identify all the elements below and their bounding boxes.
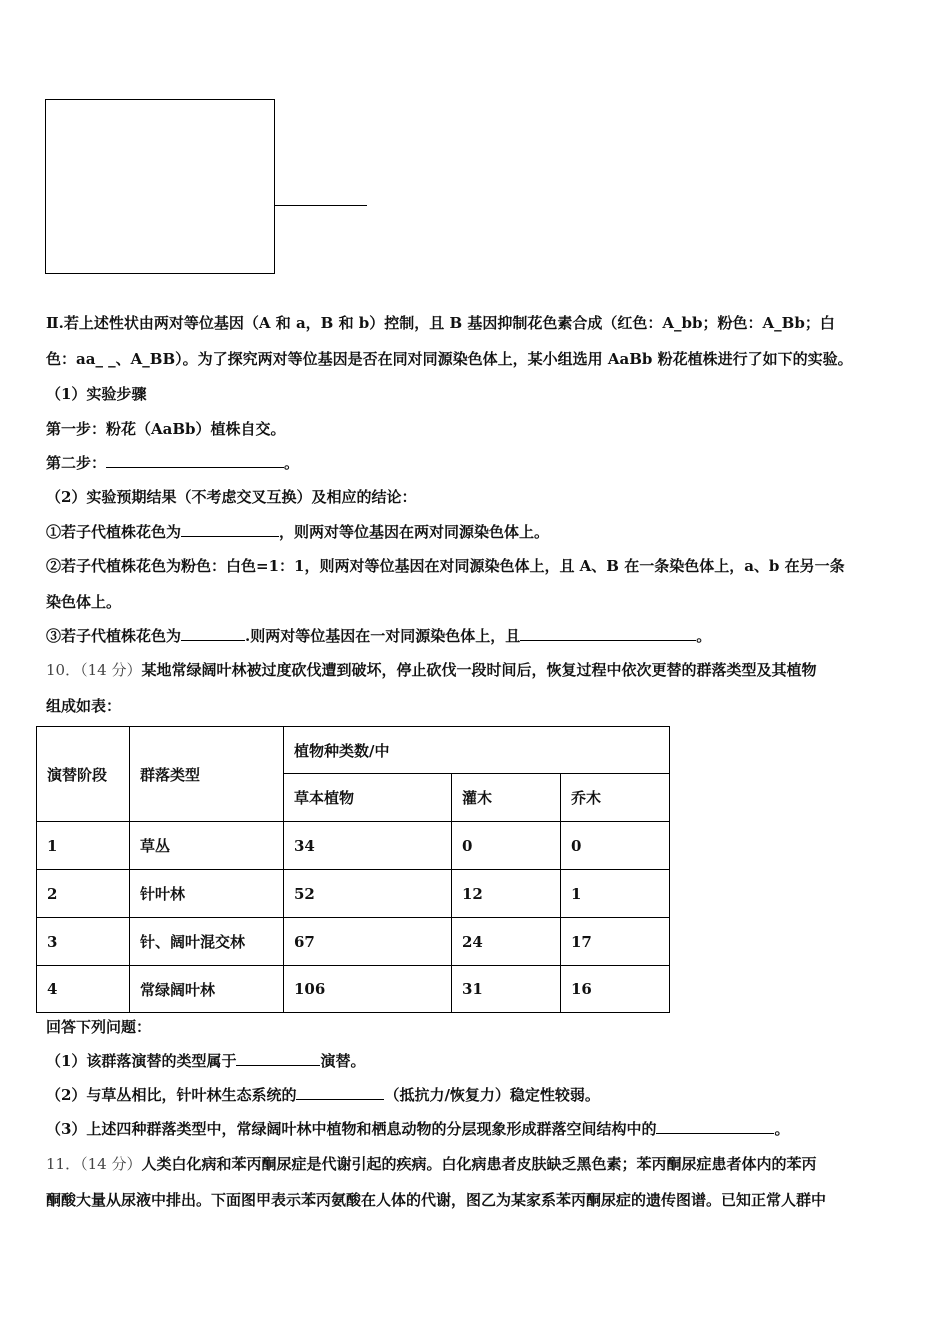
q10-text1: 某地常绿阔叶林被过度砍伐遭到破坏，停止砍伐一段时间后，恢复过程中依次更替的群落类型及其植物: [141, 661, 817, 679]
header-type: 群落类型: [130, 727, 284, 822]
result1-prefix: ①若子代植株花色为: [46, 523, 182, 541]
cell-shrub: 24: [452, 918, 561, 966]
cell-herb: 106: [284, 966, 452, 1013]
header-tree: 乔木: [561, 774, 670, 822]
cell-type: 常绿阔叶林: [130, 966, 284, 1013]
q10-sub3: [46, 1118, 789, 1139]
q10-sub2-suffix: （抵抗力/恢复力）稳定性较弱。: [384, 1086, 600, 1104]
result3-middle: .则两对等位基因在一对同源染色体上，且: [245, 627, 521, 645]
q10-sub3-suffix: 。: [774, 1120, 790, 1138]
result3: [46, 625, 711, 646]
q10-sub1-blank[interactable]: [236, 1050, 320, 1066]
cell-herb: 67: [284, 918, 452, 966]
cell-shrub: 31: [452, 966, 561, 1013]
q10-sub1: [46, 1050, 365, 1071]
result-heading: （2）实验预期结果（不考虑交叉互换）及相应的结论：: [46, 488, 417, 506]
q10-sub1-prefix: （1）该群落演替的类型属于: [46, 1052, 237, 1070]
q10-sub2-prefix: （2）与草丛相比，针叶林生态系统的: [46, 1086, 297, 1104]
cell-type: 针叶林: [130, 870, 284, 918]
result2-line2: 染色体上。: [46, 593, 122, 611]
table-row: [37, 822, 670, 870]
answer-box: [45, 99, 275, 274]
cell-tree: 16: [561, 966, 670, 1013]
step2-suffix: 。: [284, 454, 300, 472]
header-species-group: 植物种类数/中: [284, 727, 670, 774]
answer-underline: [274, 205, 367, 206]
step2-blank[interactable]: [106, 452, 284, 468]
step-heading: （1）实验步骤: [46, 385, 147, 403]
cell-stage: 2: [37, 870, 130, 918]
table-row: [37, 870, 670, 918]
q10-line1: [46, 659, 816, 680]
result3-suffix: 。: [696, 627, 712, 645]
header-herb: 草本植物: [284, 774, 452, 822]
cell-stage: 3: [37, 918, 130, 966]
q10-sub3-prefix: （3）上述四种群落类型中，常绿阔叶林中植物和栖息动物的分层现象形成群落空间结构中的: [46, 1120, 657, 1138]
result1-suffix: ，则两对等位基因在两对同源染色体上。: [279, 523, 550, 541]
header-shrub: 灌木: [452, 774, 561, 822]
result3-blank1[interactable]: [181, 625, 245, 641]
q10-number: 10．（14 分）: [46, 661, 142, 679]
cell-type: 针、阔叶混交林: [130, 918, 284, 966]
cell-tree: 0: [561, 822, 670, 870]
cell-type: 草丛: [130, 822, 284, 870]
cell-tree: 1: [561, 870, 670, 918]
q11-text1: 人类白化病和苯丙酮尿症是代谢引起的疾病。白化病患者皮肤缺乏黑色素；苯丙酮尿症患者体内的苯丙: [141, 1155, 817, 1173]
part2-line2: 色：aa_ _、A_BB）。为了探究两对等位基因是否在同对同源染色体上，某小组选用 AaBb 粉花植株进行了如下的实验。: [46, 350, 853, 368]
part2-line1: Ⅱ.若上述性状由两对等位基因（A 和 a，B 和 b）控制，且 B 基因抑制花色素合成（红色：A_bb；粉色：A_Bb；白: [46, 314, 835, 332]
cell-herb: 52: [284, 870, 452, 918]
answer-prompt: 回答下列问题：: [46, 1018, 152, 1036]
cell-tree: 17: [561, 918, 670, 966]
result1: [46, 521, 549, 542]
step1: 第一步：粉花（AaBb）植株自交。: [46, 420, 286, 438]
q10-line2: 组成如表：: [46, 697, 122, 715]
q11-line1: [46, 1153, 816, 1174]
step2-prefix: 第二步：: [46, 454, 107, 472]
table-row: [37, 918, 670, 966]
cell-stage: 1: [37, 822, 130, 870]
q10-sub2: [46, 1084, 600, 1105]
header-stage: 演替阶段: [37, 727, 130, 822]
cell-herb: 34: [284, 822, 452, 870]
q11-number: 11．（14 分）: [46, 1155, 142, 1173]
step2: [46, 452, 299, 473]
table-row: [37, 966, 670, 1013]
cell-stage: 4: [37, 966, 130, 1013]
cell-shrub: 0: [452, 822, 561, 870]
result1-blank[interactable]: [181, 521, 279, 537]
result3-prefix: ③若子代植株花色为: [46, 627, 182, 645]
succession-table: [36, 726, 670, 1013]
q11-line2: 酮酸大量从尿液中排出。下面图甲表示苯丙氨酸在人体的代谢，图乙为某家系苯丙酮尿症的遗传图谱。已知正常人群中: [46, 1191, 827, 1209]
cell-shrub: 12: [452, 870, 561, 918]
result2-line1: ②若子代植株花色为粉色：白色=1：1，则两对等位基因在对同源染色体上，且 A、B 在一条染色体上，a、b 在另一条: [46, 557, 845, 575]
result3-blank2[interactable]: [520, 625, 696, 641]
q10-sub3-blank[interactable]: [656, 1118, 774, 1134]
q10-sub2-blank[interactable]: [296, 1084, 384, 1100]
q10-sub1-suffix: 演替。: [320, 1052, 366, 1070]
